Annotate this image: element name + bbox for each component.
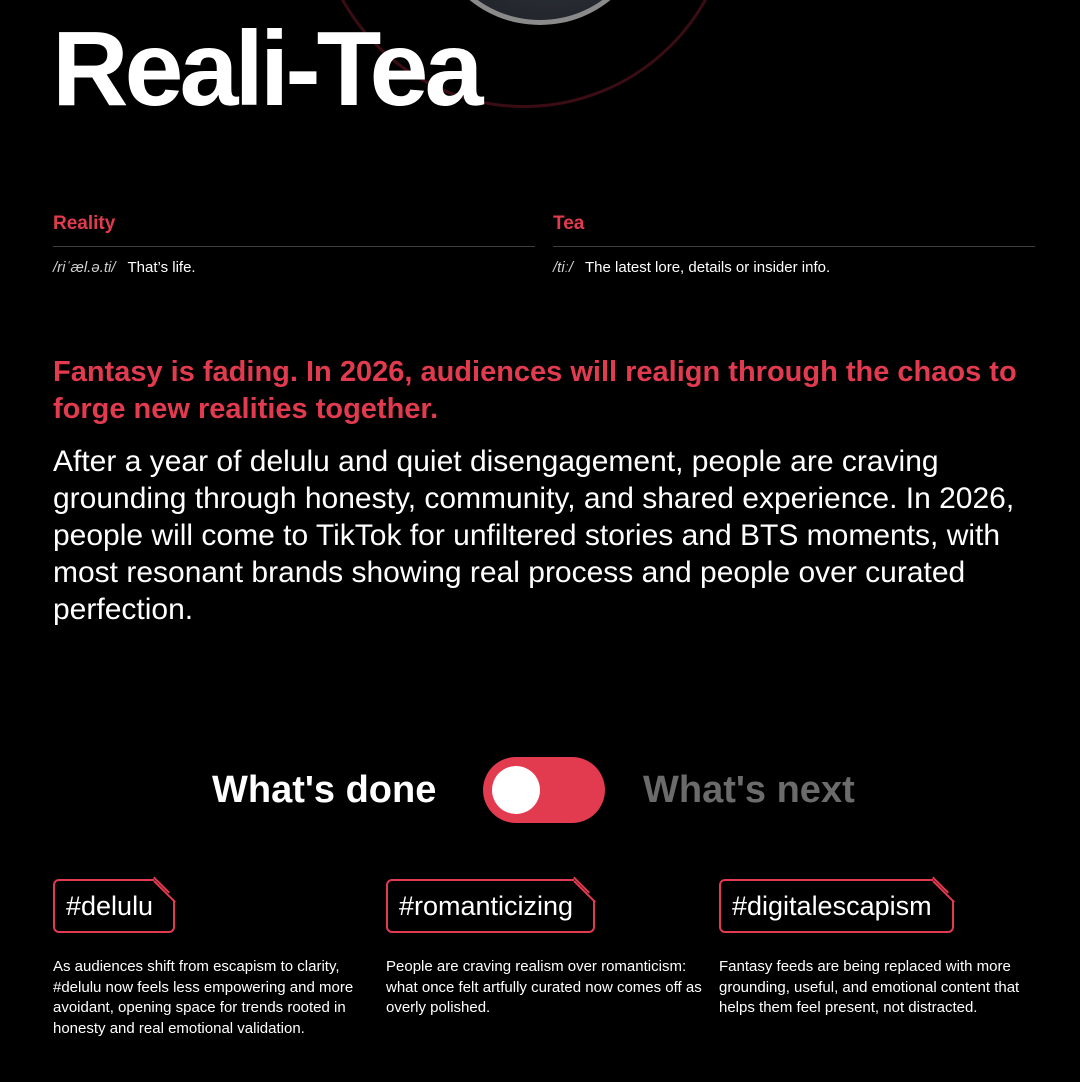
definition-phonetic: /riˈæl.ə.ti/ [53,259,116,276]
definition-line [53,258,535,278]
card-description: People are craving realism over romanticism: what once felt artfully curated now comes off as overly polished. [386,958,702,1016]
hashtag-romanticizing[interactable] [386,879,595,933]
page-title: Reali-Tea [52,10,480,128]
definition-line [553,258,1035,278]
toggle-knob [492,766,540,814]
hashtag-digitalescapism[interactable] [719,879,954,933]
trend-card-digitalescapism [719,879,1039,1019]
definition-term: Reality [53,212,535,247]
hashtag-label: #digitalescapism [732,891,932,921]
hashtag-label: #delulu [66,891,154,921]
card-description: Fantasy feeds are being replaced with more grounding, useful, and emotional content that helps them feel present, not distracted. [719,958,1020,1016]
folded-corner-icon [574,878,596,900]
whats-done-label[interactable]: What's done [212,769,437,811]
done-next-toggle-row [0,756,1080,824]
headline: Fantasy is fading. In 2026, audiences will realign through the chaos to forge new realities together. [53,356,1017,425]
definition-term: Tea [553,212,1035,247]
hashtag-delulu[interactable] [53,879,175,933]
folded-corner-icon [154,878,176,900]
whats-next-label[interactable]: What's next [643,769,855,811]
definition-meaning: The latest lore, details or insider info. [585,259,831,276]
hashtag-label: #romanticizing [399,891,574,921]
folded-corner-icon [933,878,955,900]
trend-card-delulu [53,879,373,1039]
definition-tea [553,212,1035,278]
card-description: As audiences shift from escapism to clarity, #delulu now feels less empowering and more avoidant, opening space for trends rooted in honesty and real emotional validation. [53,958,354,1037]
trend-card-romanticizing [386,879,706,1019]
whats-done-next-toggle[interactable] [483,757,605,823]
definition-meaning: That’s life. [127,259,196,276]
definition-phonetic: /tiː/ [553,259,574,276]
body-paragraph: After a year of delulu and quiet disengagement, people are craving grounding through honesty, community, and shared experience. In 2026, people will come to TikTok for unfiltered stories and BTS moments, with most resonant brands showing real process and people over curated perfection. [53,445,1015,626]
definition-reality [53,212,535,278]
